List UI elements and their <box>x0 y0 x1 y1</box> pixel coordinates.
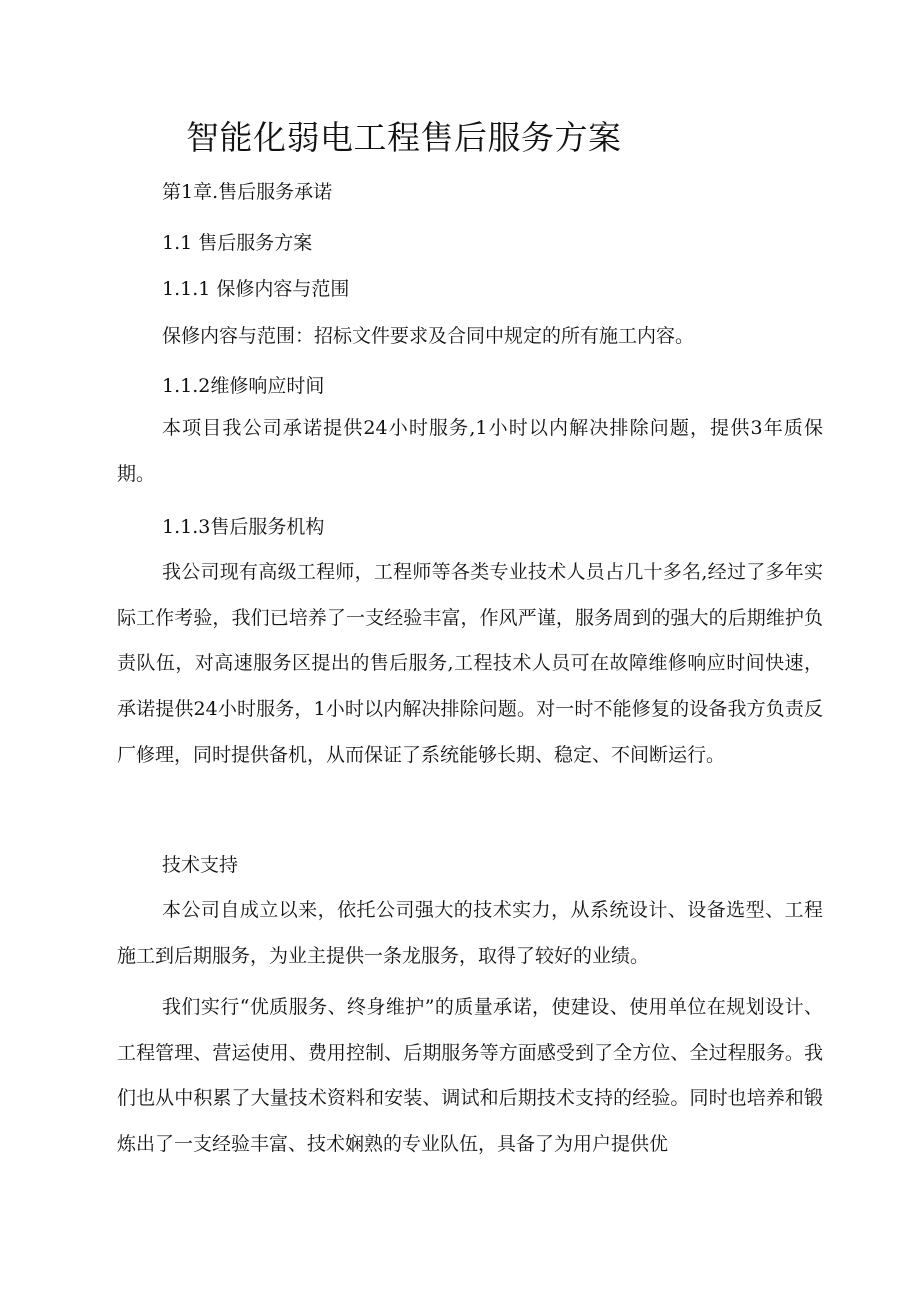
organization-paragraph: 我公司现有高级工程师，工程师等各类专业技术人员占几十多名,经过了多年实际工作考验，我们已培养了一支经验丰富，作风严谨，服务周到的强大的后期维护负责队伍，对高速服务区提出的售后服务,工程技术人员可在故障维修响应时间快速，承诺提供24小时服务，1小时以内解决排除问题。对一时不能修复的设备我方负责反厂修理，同时提供备机，从而保证了系统能够长期、稳定、不间断运行。 <box>117 561 823 766</box>
chapter-heading: 第1章.售后服务承诺 <box>162 181 333 203</box>
quality-paragraph: 我们实行“优质服务、终身维护”的质量承诺，使建设、使用单位在规划设计、工程管理、营运使用、费用控制、后期服务等方面感受到了全方位、全过程服务。我们也从中积累了大量技术资料和安装、调试和后期技术支持的经验。同时也培养和锻炼出了一支经验丰富、技术娴熟的专业队伍，具备了为用户提供优 <box>117 996 823 1156</box>
section-heading-1-1: 1.1 售后服务方案 <box>162 232 313 254</box>
tech-support-heading: 技术支持 <box>162 854 239 876</box>
document-title: 智能化弱电工程售后服务方案 <box>186 118 622 157</box>
scope-paragraph: 保修内容与范围：招标文件要求及合同中规定的所有施工内容。 <box>162 325 695 347</box>
section-heading-1-1-1: 1.1.1 保修内容与范围 <box>162 278 350 300</box>
tech-support-paragraph: 本公司自成立以来，依托公司强大的技术实力，从系统设计、设备选型、工程施工到后期服务，为业主提供一条龙服务，取得了较好的业绩。 <box>117 899 823 967</box>
response-paragraph: 本项目我公司承诺提供24小时服务,1小时以内解决排除问题，提供3年质保期。 <box>117 417 823 485</box>
section-heading-1-1-3: 1.1.3售后服务机构 <box>162 516 325 538</box>
section-heading-1-1-2: 1.1.2维修响应时间 <box>162 375 325 397</box>
